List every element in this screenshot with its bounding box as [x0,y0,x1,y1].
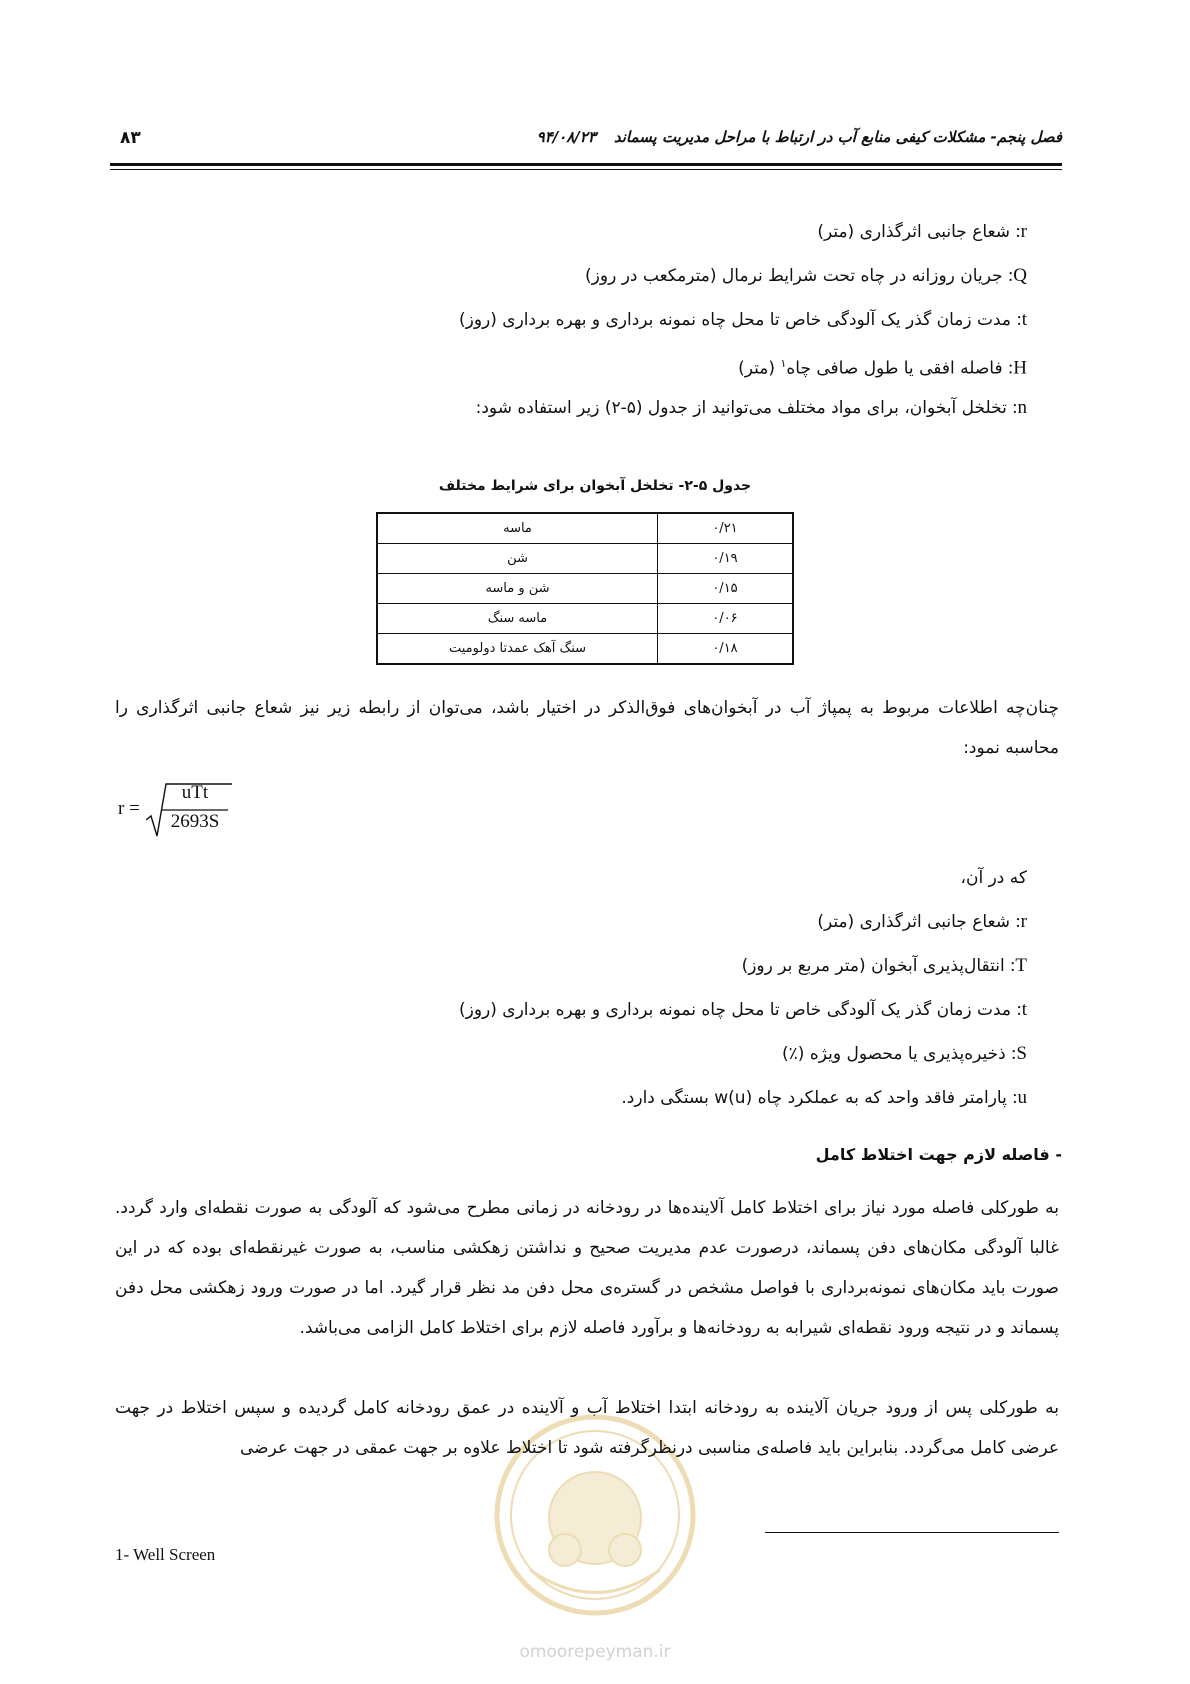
running-header [110,128,1062,162]
where-intro: که در آن، [960,868,1027,888]
formula-numerator: uTt [181,782,209,803]
footnote-rule [765,1532,1059,1533]
page-number: ۸۳ [120,128,141,148]
def-item: r: شعاع جانبی اثرگذاری (متر) [817,911,1027,932]
table-row [377,513,793,544]
porosity-table [376,512,794,665]
def-item: u: پارامتر فاقد واحد که به عملکرد چاه w(u) بستگی دارد. [621,1087,1027,1108]
def-item: S: ذخیره‌پذیری یا محصول ویژه (٪) [782,1043,1027,1064]
footnote: 1- Well Screen [115,1545,216,1564]
table-cell-label: شن و ماسه [377,574,658,604]
table-cell-value: ۰/۱۸ [658,634,794,665]
footnote-ref: ۱ [780,357,787,370]
paragraph: چنان‌چه اطلاعات مربوط به پمپاژ آب در آبخوان‌های فوق‌الذکر در اختیار باشد، می‌توان از رابطه زیر نیز شعاع جانبی اثرگذاری را محاسبه نمود: [115,698,1059,758]
formula [118,782,248,838]
def-item: T: انتقال‌پذیری آبخوان (متر مربع بر روز) [741,955,1027,976]
table-cell-label: سنگ آهک عمدتا دولومیت [377,634,658,665]
header-title: فصل پنجم- مشکلات کیفی منابع آب در ارتباط با مراحل مدیریت پسماند۹۴/۰۸/۲۳ [536,128,1062,146]
formula-denominator: 2693S [170,811,220,832]
table-cell-value: ۰/۰۶ [658,604,794,634]
header-rule-thin [110,169,1062,170]
def-item: t: مدت زمان گذر یک آلودگی خاص تا محل چاه نمونه برداری و بهره برداری (روز) [458,309,1027,330]
header-rule-thick [110,163,1062,166]
table-cell-value: ۰/۱۹ [658,544,794,574]
def-item: Q: جریان روزانه در چاه تحت شرایط نرمال (مترمکعب در روز) [585,265,1027,286]
paragraph: به طورکلی پس از ورود جریان آلاینده به رودخانه ابتدا اختلاط آب و آلاینده در عمق رودخانه کامل گردیده و سپس اختلاط در جهت عرضی کامل می‌گردد. بنابراین باید فاصله‌ی مناسبی درنظرگرفته شود تا اختلاط علاوه بر جهت عمقی در جهت عرضی [115,1398,1059,1458]
table-caption: جدول ۵-۲- تخلخل آبخوان برای شرایط مختلف [438,478,752,494]
def-item: r: شعاع جانبی اثرگذاری (متر) [817,221,1027,242]
variable-definitions-top [459,220,1027,440]
def-item: n: تخلخل آبخوان، برای مواد مختلف می‌توانید از جدول (۵-۲) زیر استفاده شود: [475,397,1027,418]
watermark-url: omoorepeyman.ir [519,1642,671,1662]
formula-lhs: r = [118,798,140,819]
table-row [377,574,793,604]
table-cell-label: ماسه سنگ [377,604,658,634]
def-item: H: فاصله افقی یا طول صافی چاه$^۱$ (متر) [738,357,1027,379]
table-cell-label: شن [377,544,658,574]
table-row [377,544,793,574]
variable-definitions-bottom [459,866,1027,1130]
section-heading: - فاصله لازم جهت اختلاط کامل [815,1145,1062,1164]
table-row [377,604,793,634]
def-item: t: مدت زمان گذر یک آلودگی خاص تا محل چاه نمونه برداری و بهره برداری (روز) [458,999,1027,1020]
header-date: ۹۴/۰۸/۲۳ [536,128,596,146]
table-cell-value: ۰/۱۵ [658,574,794,604]
table-cell-value: ۰/۲۱ [658,513,794,544]
paragraph: به طورکلی فاصله مورد نیاز برای اختلاط کامل آلاینده‌ها در رودخانه در زمانی مطرح می‌شود که آلودگی به صورت نقطه‌ای وارد گردد. غالبا آلودگی مکان‌های دفن پسماند، درصورت عدم مدیریت صحیح و نداشتن زهکشی مناسب، به صورت غیرنقطه‌ای بوده که در این صورت باید مکان‌های نمونه‌برداری با فواصل مشخص در گستره‌ی محل دفن مد نظر قرار گیرد. اما در صورت ورود زهکشی محل دفن پسماند و در نتیجه ورود نقطه‌ای شیرابه به رودخانه‌ها و برآورد فاصله لازم برای اختلاط کامل الزامی می‌باشد. [115,1198,1059,1338]
table-cell-label: ماسه [377,513,658,544]
table-row [377,634,793,665]
